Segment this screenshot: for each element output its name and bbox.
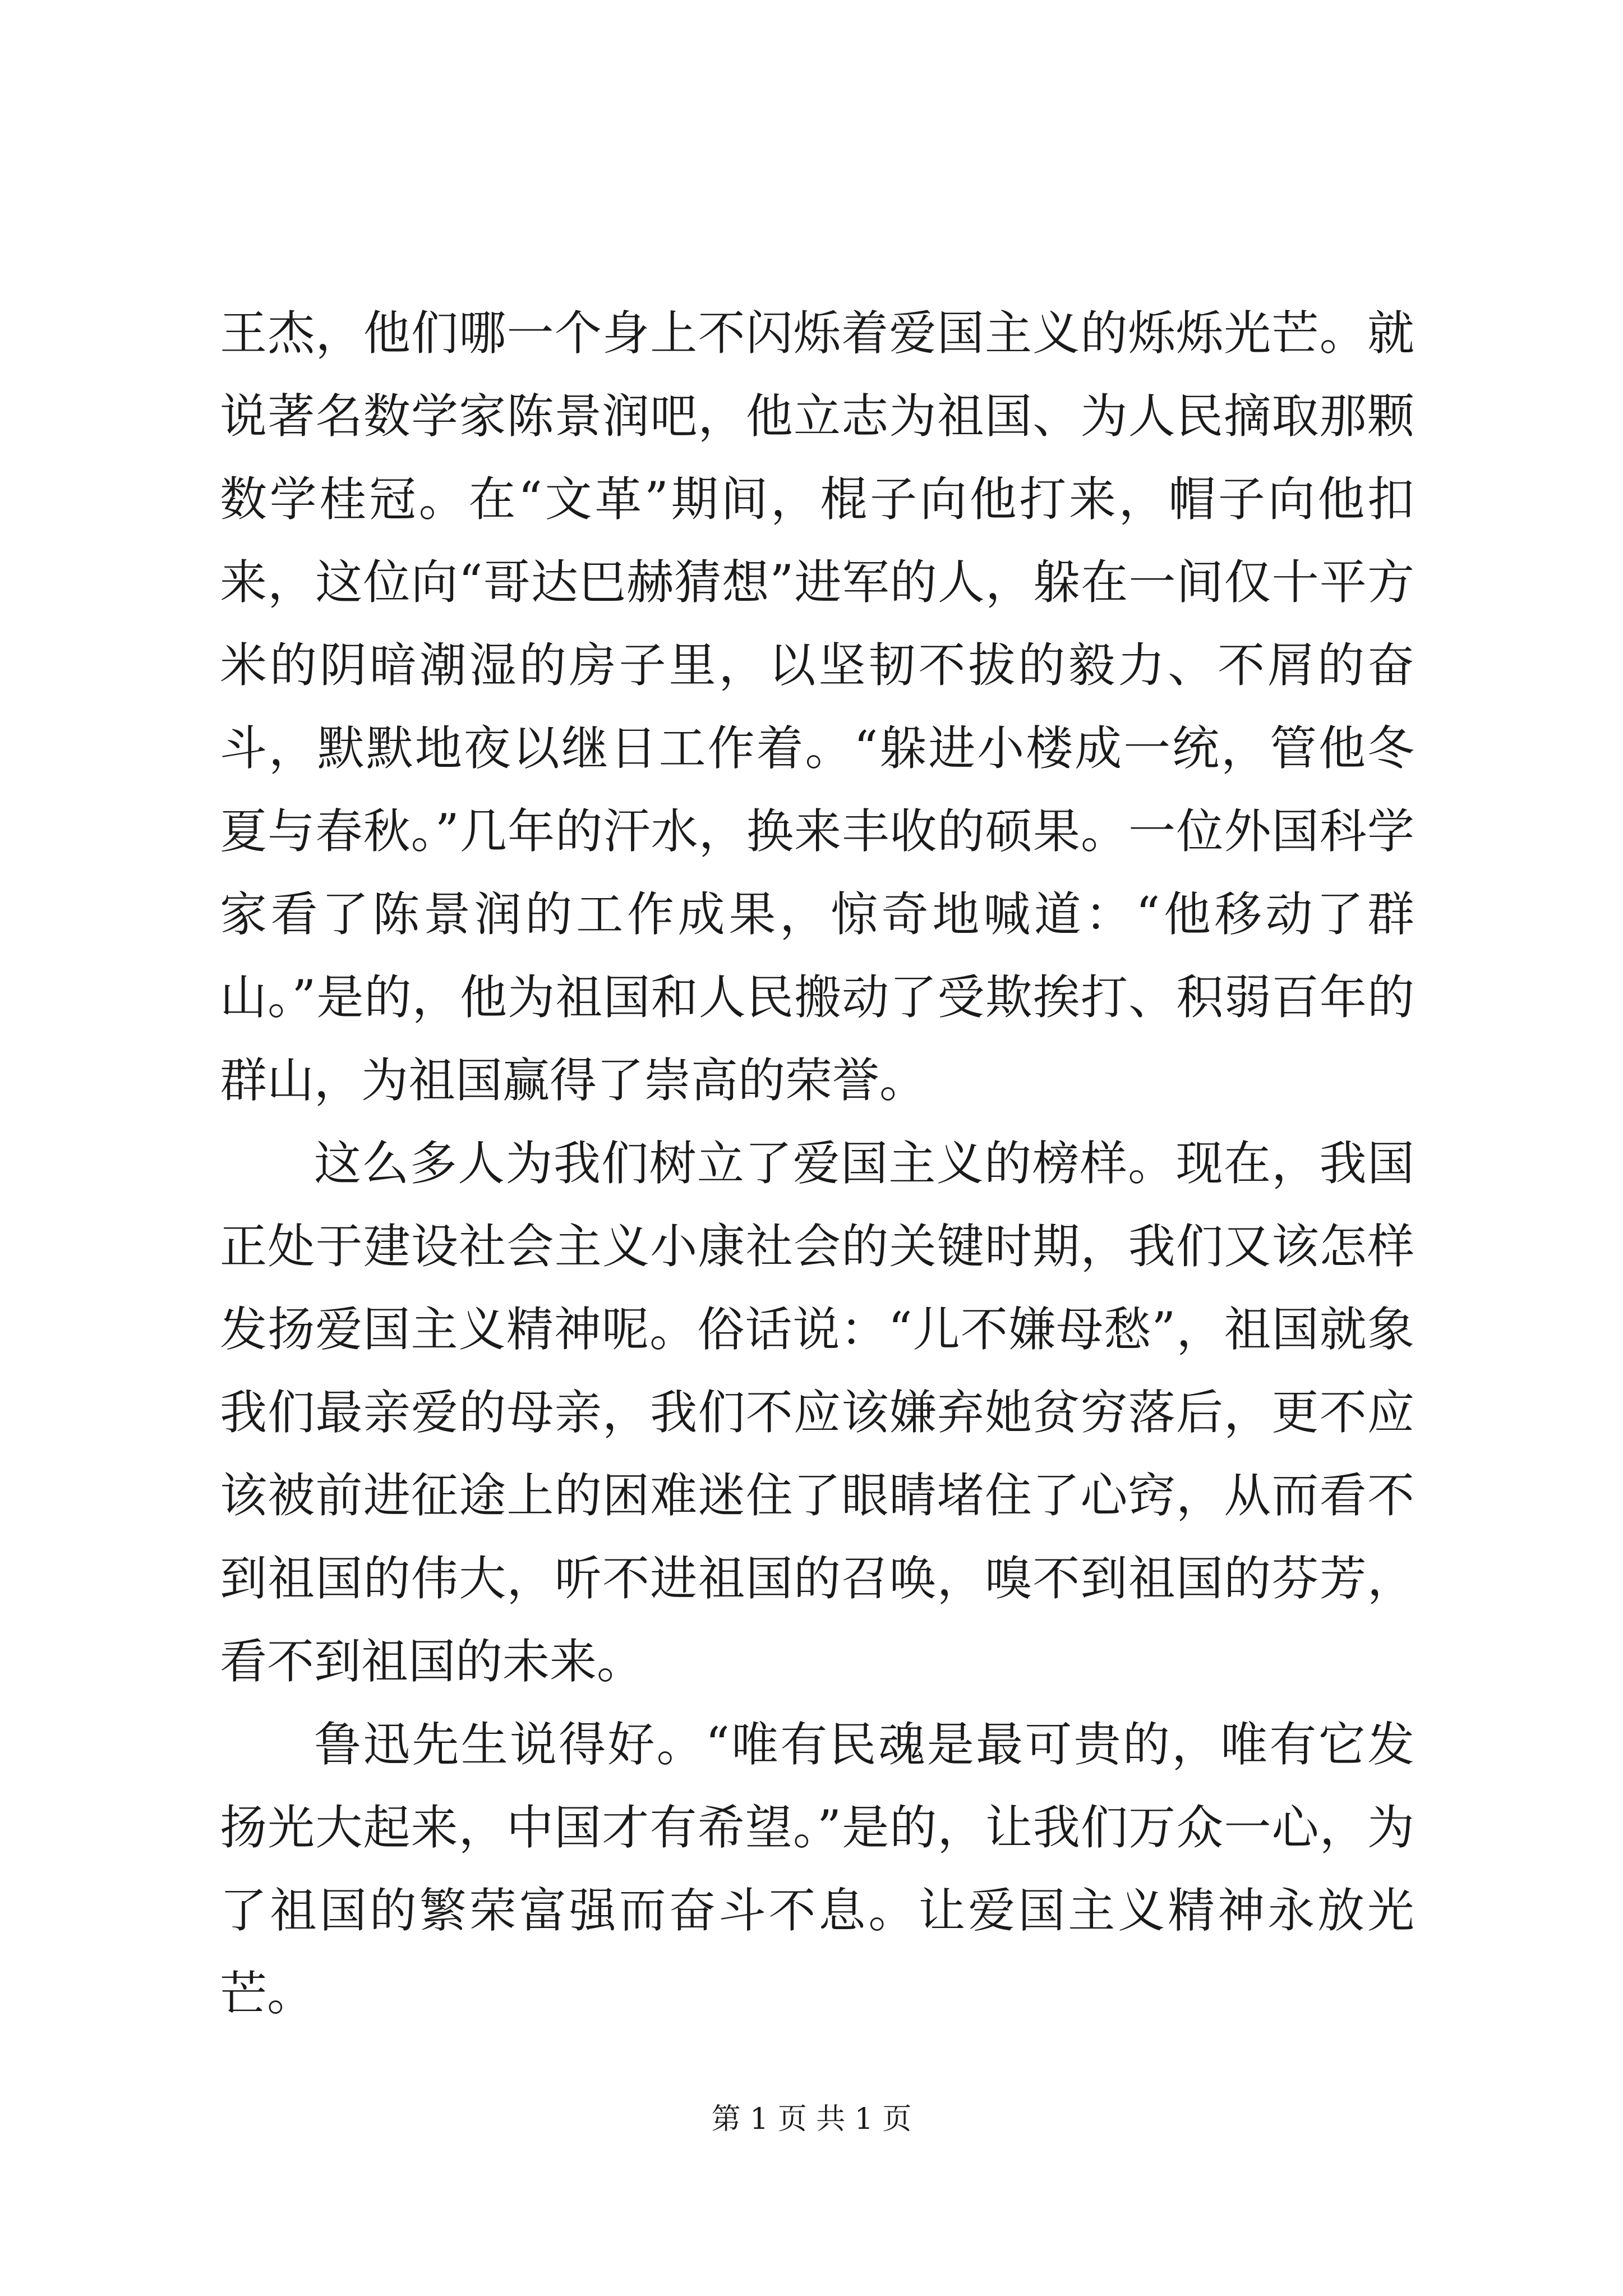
paragraph-2: 这么多人为我们树立了爱国主义的榜样。现在，我国正处于建设社会主义小康社会的关键时期，我们又该怎样发扬爱国主义精神呢。俗话说：“儿不嫌母愁”，祖国就象我们最亲爱的母亲，我们不应该嫌弃她贫穷落后，更不应该被前进征途上的困难迷住了眼睛堵住了心窍，从而看不到祖国的伟大，听不进祖国的召唤，嗅不到祖国的芬芳，看不到祖国的未来。	[220, 1136, 1414, 1689]
page-number-footer: 第 1 页 共 1 页	[711, 2102, 912, 2136]
document-body	[220, 292, 1414, 2035]
paragraph-3: 鲁迅先生说得好。“唯有民魂是最可贵的，唯有它发扬光大起来，中国才有希望。”是的，让我们万众一心，为了祖国的繁荣富强而奋斗不息。让爱国主义精神永放光芒。	[220, 1717, 1414, 2021]
paragraph-1: 王杰，他们哪一个身上不闪烁着爱国主义的烁烁光芒。就说著名数学家陈景润吧，他立志为祖国、为人民摘取那颗数学桂冠。在“文革”期间，棍子向他打来，帽子向他扣来，这位向“哥达巴赫猜想”进军的人，躲在一间仅十平方米的阴暗潮湿的房子里，以坚韧不拔的毅力、不屑的奋斗，默默地夜以继日工作着。“躲进小楼成一统，管他冬夏与春秋。”几年的汗水，换来丰收的硕果。一位外国科学家看了陈景润的工作成果，惊奇地喊道：“他移动了群山。”是的，他为祖国和人民搬动了受欺挨打、积弱百年的群山，为祖国赢得了崇高的荣誉。	[220, 306, 1414, 1108]
